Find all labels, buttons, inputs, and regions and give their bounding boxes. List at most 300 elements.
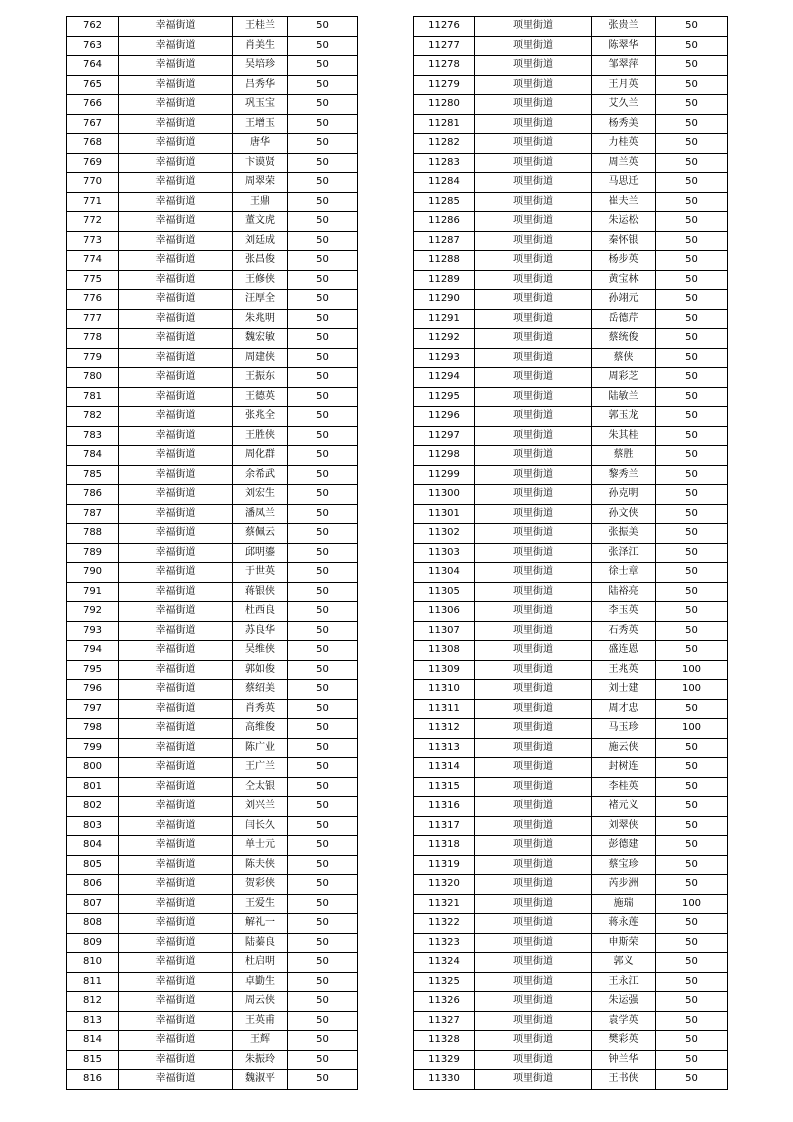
- table-row: [414, 1050, 728, 1070]
- street-cell: 项里街道: [475, 719, 592, 739]
- street-cell: 幸福街道: [119, 602, 233, 622]
- amount-cell: 50: [656, 446, 728, 466]
- street-cell: 项里街道: [475, 56, 592, 76]
- street-cell: 项里街道: [475, 1031, 592, 1051]
- name-cell: 周云侠: [233, 992, 288, 1012]
- amount-cell: 50: [288, 426, 358, 446]
- street-cell: 幸福街道: [119, 309, 233, 329]
- street-cell: 幸福街道: [119, 524, 233, 544]
- amount-cell: 50: [656, 290, 728, 310]
- name-cell: 蔡佩云: [233, 524, 288, 544]
- table-row: [67, 641, 358, 661]
- street-cell: 幸福街道: [119, 582, 233, 602]
- name-cell: 秦怀银: [592, 231, 656, 251]
- street-cell: 幸福街道: [119, 387, 233, 407]
- name-cell: 张贵兰: [592, 17, 656, 37]
- name-cell: 施云侠: [592, 738, 656, 758]
- serial-number-cell: 762: [67, 17, 119, 37]
- table-row: [414, 173, 728, 193]
- street-cell: 幸福街道: [119, 95, 233, 115]
- serial-number-cell: 11328: [414, 1031, 475, 1051]
- serial-number-cell: 11276: [414, 17, 475, 37]
- street-cell: 幸福街道: [119, 270, 233, 290]
- name-cell: 刘宏生: [233, 485, 288, 505]
- table-row: [414, 504, 728, 524]
- name-cell: 单士元: [233, 836, 288, 856]
- name-cell: 朱运强: [592, 992, 656, 1012]
- amount-cell: 50: [288, 875, 358, 895]
- amount-cell: 50: [288, 797, 358, 817]
- amount-cell: 50: [288, 134, 358, 154]
- serial-number-cell: 764: [67, 56, 119, 76]
- amount-cell: 50: [656, 426, 728, 446]
- serial-number-cell: 805: [67, 855, 119, 875]
- table-row: [67, 251, 358, 271]
- amount-cell: 50: [288, 17, 358, 37]
- street-cell: 幸福街道: [119, 738, 233, 758]
- serial-number-cell: 788: [67, 524, 119, 544]
- table-row: [67, 855, 358, 875]
- amount-cell: 50: [656, 114, 728, 134]
- amount-cell: 50: [656, 641, 728, 661]
- name-cell: 邹翠萍: [592, 56, 656, 76]
- amount-cell: 50: [288, 738, 358, 758]
- street-cell: 项里街道: [475, 75, 592, 95]
- table-row: [414, 524, 728, 544]
- serial-number-cell: 11295: [414, 387, 475, 407]
- amount-cell: 50: [656, 173, 728, 193]
- table-row: [414, 719, 728, 739]
- street-cell: 幸福街道: [119, 485, 233, 505]
- amount-cell: 50: [288, 173, 358, 193]
- name-cell: 王振东: [233, 368, 288, 388]
- table-row: [67, 797, 358, 817]
- name-cell: 魏宏敏: [233, 329, 288, 349]
- name-cell: 陈夫侠: [233, 855, 288, 875]
- street-cell: 幸福街道: [119, 134, 233, 154]
- name-cell: 孙翊元: [592, 290, 656, 310]
- table-row: [414, 290, 728, 310]
- name-cell: 力桂英: [592, 134, 656, 154]
- amount-cell: 50: [288, 563, 358, 583]
- amount-cell: 50: [656, 738, 728, 758]
- name-cell: 封树连: [592, 758, 656, 778]
- serial-number-cell: 792: [67, 602, 119, 622]
- name-cell: 周化群: [233, 446, 288, 466]
- serial-number-cell: 789: [67, 543, 119, 563]
- table-row: [414, 543, 728, 563]
- table-row: [67, 933, 358, 953]
- street-cell: 幸福街道: [119, 914, 233, 934]
- table-row: [414, 738, 728, 758]
- amount-cell: 50: [288, 816, 358, 836]
- serial-number-cell: 768: [67, 134, 119, 154]
- serial-number-cell: 799: [67, 738, 119, 758]
- name-cell: 陆敏兰: [592, 387, 656, 407]
- name-cell: 巩玉宝: [233, 95, 288, 115]
- amount-cell: 50: [656, 953, 728, 973]
- serial-number-cell: 791: [67, 582, 119, 602]
- serial-number-cell: 11283: [414, 153, 475, 173]
- serial-number-cell: 11311: [414, 699, 475, 719]
- serial-number-cell: 11324: [414, 953, 475, 973]
- table-row: [414, 465, 728, 485]
- street-cell: 幸福街道: [119, 504, 233, 524]
- street-cell: 项里街道: [475, 270, 592, 290]
- amount-cell: 50: [288, 95, 358, 115]
- amount-cell: 50: [288, 582, 358, 602]
- amount-cell: 50: [288, 270, 358, 290]
- table-row: [414, 329, 728, 349]
- table-row: [414, 758, 728, 778]
- street-cell: 幸福街道: [119, 1031, 233, 1051]
- street-cell: 项里街道: [475, 543, 592, 563]
- street-cell: 项里街道: [475, 621, 592, 641]
- name-cell: 芮步洲: [592, 875, 656, 895]
- name-cell: 周建侠: [233, 348, 288, 368]
- table-row: [414, 368, 728, 388]
- serial-number-cell: 11314: [414, 758, 475, 778]
- name-cell: 王桂兰: [233, 17, 288, 37]
- name-cell: 施瑞: [592, 894, 656, 914]
- amount-cell: 50: [288, 309, 358, 329]
- name-cell: 申斯荣: [592, 933, 656, 953]
- name-cell: 朱振玲: [233, 1050, 288, 1070]
- amount-cell: 50: [656, 992, 728, 1012]
- amount-cell: 50: [656, 192, 728, 212]
- table-row: [414, 387, 728, 407]
- serial-number-cell: 11322: [414, 914, 475, 934]
- name-cell: 徐士章: [592, 563, 656, 583]
- street-cell: 幸福街道: [119, 1011, 233, 1031]
- table-row: [67, 699, 358, 719]
- serial-number-cell: 790: [67, 563, 119, 583]
- amount-cell: 50: [656, 1011, 728, 1031]
- amount-cell: 50: [288, 719, 358, 739]
- amount-cell: 50: [656, 699, 728, 719]
- street-cell: 项里街道: [475, 953, 592, 973]
- street-cell: 项里街道: [475, 290, 592, 310]
- street-cell: 项里街道: [475, 153, 592, 173]
- serial-number-cell: 11288: [414, 251, 475, 271]
- name-cell: 周兰英: [592, 153, 656, 173]
- serial-number-cell: 11303: [414, 543, 475, 563]
- amount-cell: 50: [288, 56, 358, 76]
- amount-cell: 50: [656, 875, 728, 895]
- street-cell: 幸福街道: [119, 465, 233, 485]
- table-row: [67, 387, 358, 407]
- name-cell: 蔡宝珍: [592, 855, 656, 875]
- street-cell: 幸福街道: [119, 855, 233, 875]
- name-cell: 王修侠: [233, 270, 288, 290]
- street-cell: 项里街道: [475, 933, 592, 953]
- amount-cell: 50: [656, 212, 728, 232]
- name-cell: 潘凤兰: [233, 504, 288, 524]
- table-row: [414, 17, 728, 37]
- name-cell: 陆蓁良: [233, 933, 288, 953]
- table-row: [414, 894, 728, 914]
- amount-cell: 50: [288, 543, 358, 563]
- amount-cell: 50: [288, 36, 358, 56]
- street-cell: 项里街道: [475, 251, 592, 271]
- table-row: [414, 875, 728, 895]
- street-cell: 项里街道: [475, 407, 592, 427]
- serial-number-cell: 11308: [414, 641, 475, 661]
- serial-number-cell: 11321: [414, 894, 475, 914]
- street-cell: 幸福街道: [119, 699, 233, 719]
- amount-cell: 50: [656, 1031, 728, 1051]
- table-row: [67, 836, 358, 856]
- amount-cell: 50: [288, 972, 358, 992]
- name-cell: 朱其桂: [592, 426, 656, 446]
- serial-number-cell: 769: [67, 153, 119, 173]
- street-cell: 项里街道: [475, 758, 592, 778]
- table-row: [414, 680, 728, 700]
- amount-cell: 50: [656, 36, 728, 56]
- serial-number-cell: 766: [67, 95, 119, 115]
- serial-number-cell: 11281: [414, 114, 475, 134]
- table-row: [414, 582, 728, 602]
- table-row: [67, 329, 358, 349]
- table-row: [67, 758, 358, 778]
- table-row: [67, 1050, 358, 1070]
- table-row: [414, 602, 728, 622]
- name-cell: 王月英: [592, 75, 656, 95]
- amount-cell: 50: [656, 251, 728, 271]
- serial-number-cell: 776: [67, 290, 119, 310]
- street-cell: 项里街道: [475, 95, 592, 115]
- amount-cell: 50: [656, 407, 728, 427]
- serial-number-cell: 11305: [414, 582, 475, 602]
- street-cell: 项里街道: [475, 231, 592, 251]
- serial-number-cell: 11304: [414, 563, 475, 583]
- name-cell: 刘兴兰: [233, 797, 288, 817]
- street-cell: 幸福街道: [119, 231, 233, 251]
- serial-number-cell: 809: [67, 933, 119, 953]
- table-row: [67, 602, 358, 622]
- street-cell: 项里街道: [475, 836, 592, 856]
- name-cell: 仝太银: [233, 777, 288, 797]
- table-row: [414, 641, 728, 661]
- amount-cell: 50: [288, 212, 358, 232]
- table-row: [67, 231, 358, 251]
- serial-number-cell: 11317: [414, 816, 475, 836]
- table-row: [414, 855, 728, 875]
- name-cell: 樊彩英: [592, 1031, 656, 1051]
- street-cell: 幸福街道: [119, 1070, 233, 1090]
- serial-number-cell: 795: [67, 660, 119, 680]
- table-row: [414, 270, 728, 290]
- serial-number-cell: 11315: [414, 777, 475, 797]
- name-cell: 董文虎: [233, 212, 288, 232]
- serial-number-cell: 803: [67, 816, 119, 836]
- name-cell: 杜启明: [233, 953, 288, 973]
- table-row: [414, 1031, 728, 1051]
- street-cell: 项里街道: [475, 875, 592, 895]
- serial-number-cell: 11300: [414, 485, 475, 505]
- amount-cell: 50: [288, 446, 358, 466]
- serial-number-cell: 778: [67, 329, 119, 349]
- table-row: [414, 621, 728, 641]
- serial-number-cell: 770: [67, 173, 119, 193]
- name-cell: 汪厚全: [233, 290, 288, 310]
- serial-number-cell: 11298: [414, 446, 475, 466]
- table-row: [414, 446, 728, 466]
- street-cell: 幸福街道: [119, 426, 233, 446]
- table-row: [67, 192, 358, 212]
- serial-number-cell: 806: [67, 875, 119, 895]
- table-row: [414, 797, 728, 817]
- name-cell: 朱兆明: [233, 309, 288, 329]
- street-cell: 项里街道: [475, 992, 592, 1012]
- serial-number-cell: 11313: [414, 738, 475, 758]
- street-cell: 项里街道: [475, 602, 592, 622]
- name-cell: 孙文侠: [592, 504, 656, 524]
- serial-number-cell: 11312: [414, 719, 475, 739]
- amount-cell: 50: [656, 75, 728, 95]
- table-row: [67, 426, 358, 446]
- serial-number-cell: 11292: [414, 329, 475, 349]
- serial-number-cell: 11325: [414, 972, 475, 992]
- amount-cell: 50: [288, 290, 358, 310]
- amount-cell: 50: [288, 680, 358, 700]
- table-row: [414, 777, 728, 797]
- amount-cell: 100: [656, 894, 728, 914]
- table-row: [67, 309, 358, 329]
- street-cell: 幸福街道: [119, 407, 233, 427]
- street-cell: 项里街道: [475, 446, 592, 466]
- table-row: [414, 153, 728, 173]
- street-cell: 项里街道: [475, 329, 592, 349]
- amount-cell: 50: [656, 504, 728, 524]
- street-cell: 项里街道: [475, 426, 592, 446]
- street-cell: 项里街道: [475, 582, 592, 602]
- street-cell: 幸福街道: [119, 621, 233, 641]
- name-cell: 王兆英: [592, 660, 656, 680]
- street-cell: 幸福街道: [119, 348, 233, 368]
- table-row: [414, 251, 728, 271]
- name-cell: 吴维侠: [233, 641, 288, 661]
- amount-cell: 50: [288, 894, 358, 914]
- table-row: [67, 816, 358, 836]
- street-cell: 项里街道: [475, 114, 592, 134]
- name-cell: 蒋银侠: [233, 582, 288, 602]
- amount-cell: 50: [288, 485, 358, 505]
- name-cell: 杨步英: [592, 251, 656, 271]
- street-cell: 幸福街道: [119, 641, 233, 661]
- table-row: [67, 485, 358, 505]
- amount-cell: 50: [288, 231, 358, 251]
- street-cell: 幸福街道: [119, 1050, 233, 1070]
- amount-cell: 50: [288, 387, 358, 407]
- table-row: [414, 309, 728, 329]
- name-cell: 蔡侠: [592, 348, 656, 368]
- amount-cell: 50: [288, 368, 358, 388]
- street-cell: 项里街道: [475, 680, 592, 700]
- table-row: [67, 270, 358, 290]
- table-row: [67, 972, 358, 992]
- name-cell: 王书侠: [592, 1070, 656, 1090]
- serial-number-cell: 785: [67, 465, 119, 485]
- name-cell: 于世英: [233, 563, 288, 583]
- amount-cell: 50: [288, 836, 358, 856]
- amount-cell: 50: [656, 797, 728, 817]
- street-cell: 幸福街道: [119, 251, 233, 271]
- serial-number-cell: 11307: [414, 621, 475, 641]
- table-row: [67, 894, 358, 914]
- serial-number-cell: 11287: [414, 231, 475, 251]
- serial-number-cell: 775: [67, 270, 119, 290]
- name-cell: 王辉: [233, 1031, 288, 1051]
- serial-number-cell: 11323: [414, 933, 475, 953]
- amount-cell: 50: [288, 1070, 358, 1090]
- amount-cell: 50: [656, 348, 728, 368]
- name-cell: 吴培珍: [233, 56, 288, 76]
- street-cell: 幸福街道: [119, 153, 233, 173]
- serial-number-cell: 11319: [414, 855, 475, 875]
- amount-cell: 50: [288, 348, 358, 368]
- serial-number-cell: 11293: [414, 348, 475, 368]
- table-row: [67, 582, 358, 602]
- amount-cell: 50: [656, 134, 728, 154]
- name-cell: 肖秀英: [233, 699, 288, 719]
- name-cell: 唐华: [233, 134, 288, 154]
- street-cell: 幸福街道: [119, 972, 233, 992]
- serial-number-cell: 773: [67, 231, 119, 251]
- right-table: [413, 16, 728, 1090]
- name-cell: 苏良华: [233, 621, 288, 641]
- street-cell: 项里街道: [475, 972, 592, 992]
- name-cell: 艾久兰: [592, 95, 656, 115]
- amount-cell: 50: [288, 914, 358, 934]
- name-cell: 周翠荣: [233, 173, 288, 193]
- name-cell: 周彩芝: [592, 368, 656, 388]
- serial-number-cell: 802: [67, 797, 119, 817]
- serial-number-cell: 815: [67, 1050, 119, 1070]
- serial-number-cell: 787: [67, 504, 119, 524]
- table-row: [67, 660, 358, 680]
- amount-cell: 50: [288, 251, 358, 271]
- serial-number-cell: 11309: [414, 660, 475, 680]
- amount-cell: 100: [656, 719, 728, 739]
- table-row: [414, 426, 728, 446]
- name-cell: 石秀英: [592, 621, 656, 641]
- table-row: [414, 1070, 728, 1090]
- amount-cell: 50: [656, 836, 728, 856]
- serial-number-cell: 804: [67, 836, 119, 856]
- amount-cell: 50: [288, 192, 358, 212]
- amount-cell: 50: [288, 699, 358, 719]
- street-cell: 幸福街道: [119, 56, 233, 76]
- serial-number-cell: 11320: [414, 875, 475, 895]
- name-cell: 李玉英: [592, 602, 656, 622]
- name-cell: 杨秀美: [592, 114, 656, 134]
- street-cell: 项里街道: [475, 660, 592, 680]
- name-cell: 袁学英: [592, 1011, 656, 1031]
- amount-cell: 50: [288, 758, 358, 778]
- table-row: [414, 231, 728, 251]
- serial-number-cell: 11294: [414, 368, 475, 388]
- street-cell: 幸福街道: [119, 953, 233, 973]
- name-cell: 李桂英: [592, 777, 656, 797]
- name-cell: 闫长久: [233, 816, 288, 836]
- name-cell: 解礼一: [233, 914, 288, 934]
- table-row: [67, 1070, 358, 1090]
- amount-cell: 50: [288, 524, 358, 544]
- amount-cell: 50: [288, 1031, 358, 1051]
- street-cell: 项里街道: [475, 894, 592, 914]
- name-cell: 黎秀兰: [592, 465, 656, 485]
